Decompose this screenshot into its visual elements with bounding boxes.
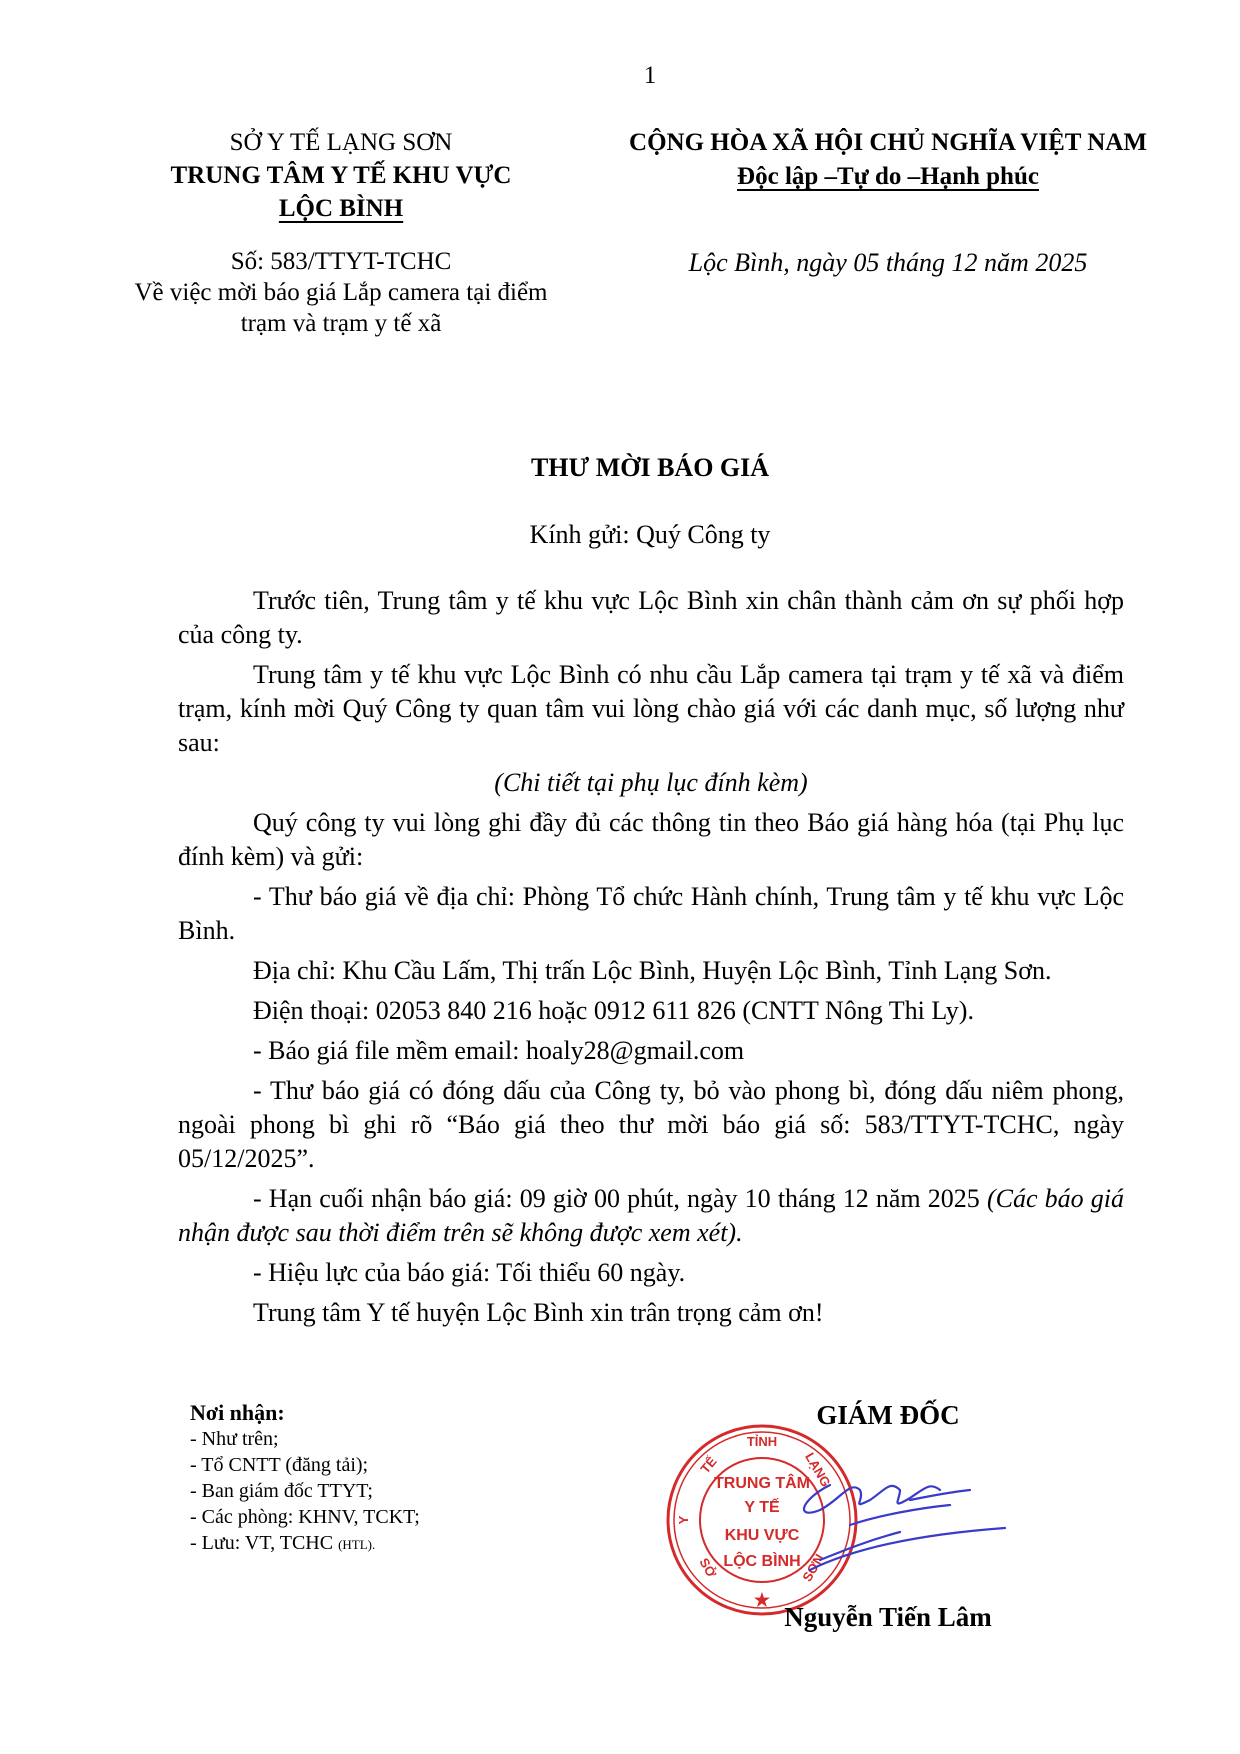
document-subject-line1: Về việc mời báo giá Lắp camera tại điểm — [134, 279, 548, 306]
paragraph-appendix-note: (Chi tiết tại phụ lục đính kèm) — [494, 768, 808, 797]
svg-text:TỈNH: TỈNH — [746, 1434, 778, 1449]
document-reference — [101, 246, 581, 339]
motto: Độc lập –Tự do –Hạnh phúc — [737, 163, 1039, 190]
svg-text:TẾ: TẾ — [697, 1453, 720, 1477]
issuing-agency — [141, 126, 541, 225]
page-number: 1 — [643, 62, 657, 89]
letter-body — [178, 584, 1124, 1336]
country-name: CỘNG HÒA XÃ HỘI CHỦ NGHĨA VIỆT NAM — [629, 129, 1147, 156]
paragraph-thanks: Trước tiên, Trung tâm y tế khu vực Lộc Bình xin chân thành cảm ơn sự phối hợp của công ty. — [178, 586, 1124, 649]
signer-name: Nguyễn Tiến Lâm — [784, 1602, 992, 1632]
recipient-item: - Như trên; — [190, 1428, 279, 1450]
handwritten-signature — [790, 1460, 1010, 1580]
agency-location: LỘC BÌNH — [278, 195, 404, 222]
paragraph-request: Trung tâm y tế khu vực Lộc Bình có nhu cầu Lắp camera tại trạm y tế xã và điểm trạm, kính mời Quý Công ty quan tâm vui lòng chào giá với các danh mục, số lượng như sau: — [178, 660, 1124, 757]
svg-text:Y: Y — [676, 1515, 691, 1525]
svg-text:Y TẾ: Y TẾ — [744, 1499, 780, 1516]
recipients-heading: Nơi nhận: — [190, 1400, 285, 1425]
paragraph-phone: Điện thoại: 02053 840 216 hoặc 0912 611 826 (CNTT Nông Thi Ly). — [253, 996, 974, 1025]
paragraph-mail-address: - Thư báo giá về địa chỉ: Phòng Tổ chức Hành chính, Trung tâm y tế khu vực Lộc Bình. — [178, 882, 1124, 945]
svg-text:KHU VỰC: KHU VỰC — [724, 1527, 800, 1544]
paragraph-deadline — [178, 1182, 1124, 1250]
paragraph-envelope: - Thư báo giá có đóng dấu của Công ty, bỏ vào phong bì, đóng dấu niêm phong, ngoài phong bì ghi rõ “Báo giá theo thư mời báo giá số: 583/TTYT-TCHC, ngày 05/12/2025”. — [178, 1076, 1124, 1173]
deadline-text: - Hạn cuối nhận báo giá: 09 giờ 00 phút, ngày 10 tháng 12 năm 2025 — [253, 1184, 987, 1213]
svg-text:SƠN: SƠN — [799, 1551, 827, 1585]
paragraph-instructions: Quý công ty vui lòng ghi đầy đủ các thông tin theo Báo giá hàng hóa (tại Phụ lục đính kèm) và gửi: — [178, 808, 1124, 871]
recipient-item: - Lưu: VT, TCHC (HTL). — [190, 1532, 376, 1554]
svg-text:SỞ: SỞ — [696, 1555, 720, 1581]
document-title: THƯ MỜI BÁO GIÁ — [530, 453, 770, 482]
svg-text:★: ★ — [753, 1590, 771, 1610]
document-subject-line2: trạm và trạm y tế xã — [240, 310, 442, 337]
agency-name: TRUNG TÂM Y TẾ KHU VỰC — [170, 162, 512, 189]
svg-text:TRUNG TÂM: TRUNG TÂM — [714, 1475, 810, 1492]
deadline-note: (Các báo giá nhận được sau thời điểm trên sẽ không được xem xét). — [178, 1184, 1124, 1247]
recipient-item: - Tổ CNTT (đăng tải); — [190, 1454, 369, 1476]
svg-text:LẠNG: LẠNG — [802, 1450, 834, 1490]
svg-text:LỘC BÌNH: LỘC BÌNH — [723, 1553, 801, 1570]
signer-title: GIÁM ĐỐC — [816, 1400, 960, 1430]
paragraph-address: Địa chỉ: Khu Cầu Lấm, Thị trấn Lộc Bình, Huyện Lộc Bình, Tỉnh Lạng Sơn. — [253, 956, 1052, 985]
agency-parent: SỞ Y TẾ LẠNG SƠN — [229, 129, 453, 156]
recipient-item: - Ban giám đốc TTYT; — [190, 1480, 373, 1502]
greeting: Kính gửi: Quý Công ty — [529, 520, 771, 549]
national-motto — [588, 126, 1188, 194]
recipients-list — [190, 1400, 420, 1558]
paragraph-email: - Báo giá file mềm email: hoaly28@gmail.com — [253, 1036, 745, 1065]
document-number: Số: 583/TTYT-TCHC — [230, 248, 452, 275]
document-date: Lộc Bình, ngày 05 tháng 12 năm 2025 — [688, 248, 1088, 277]
recipient-item: - Các phòng: KHNV, TCKT; — [190, 1506, 420, 1528]
recipient-item-suffix: (HTL). — [338, 1537, 376, 1552]
paragraph-validity: - Hiệu lực của báo giá: Tối thiểu 60 ngày. — [253, 1258, 686, 1287]
paragraph-closing: Trung tâm Y tế huyện Lộc Bình xin trân trọng cảm ơn! — [253, 1298, 824, 1327]
